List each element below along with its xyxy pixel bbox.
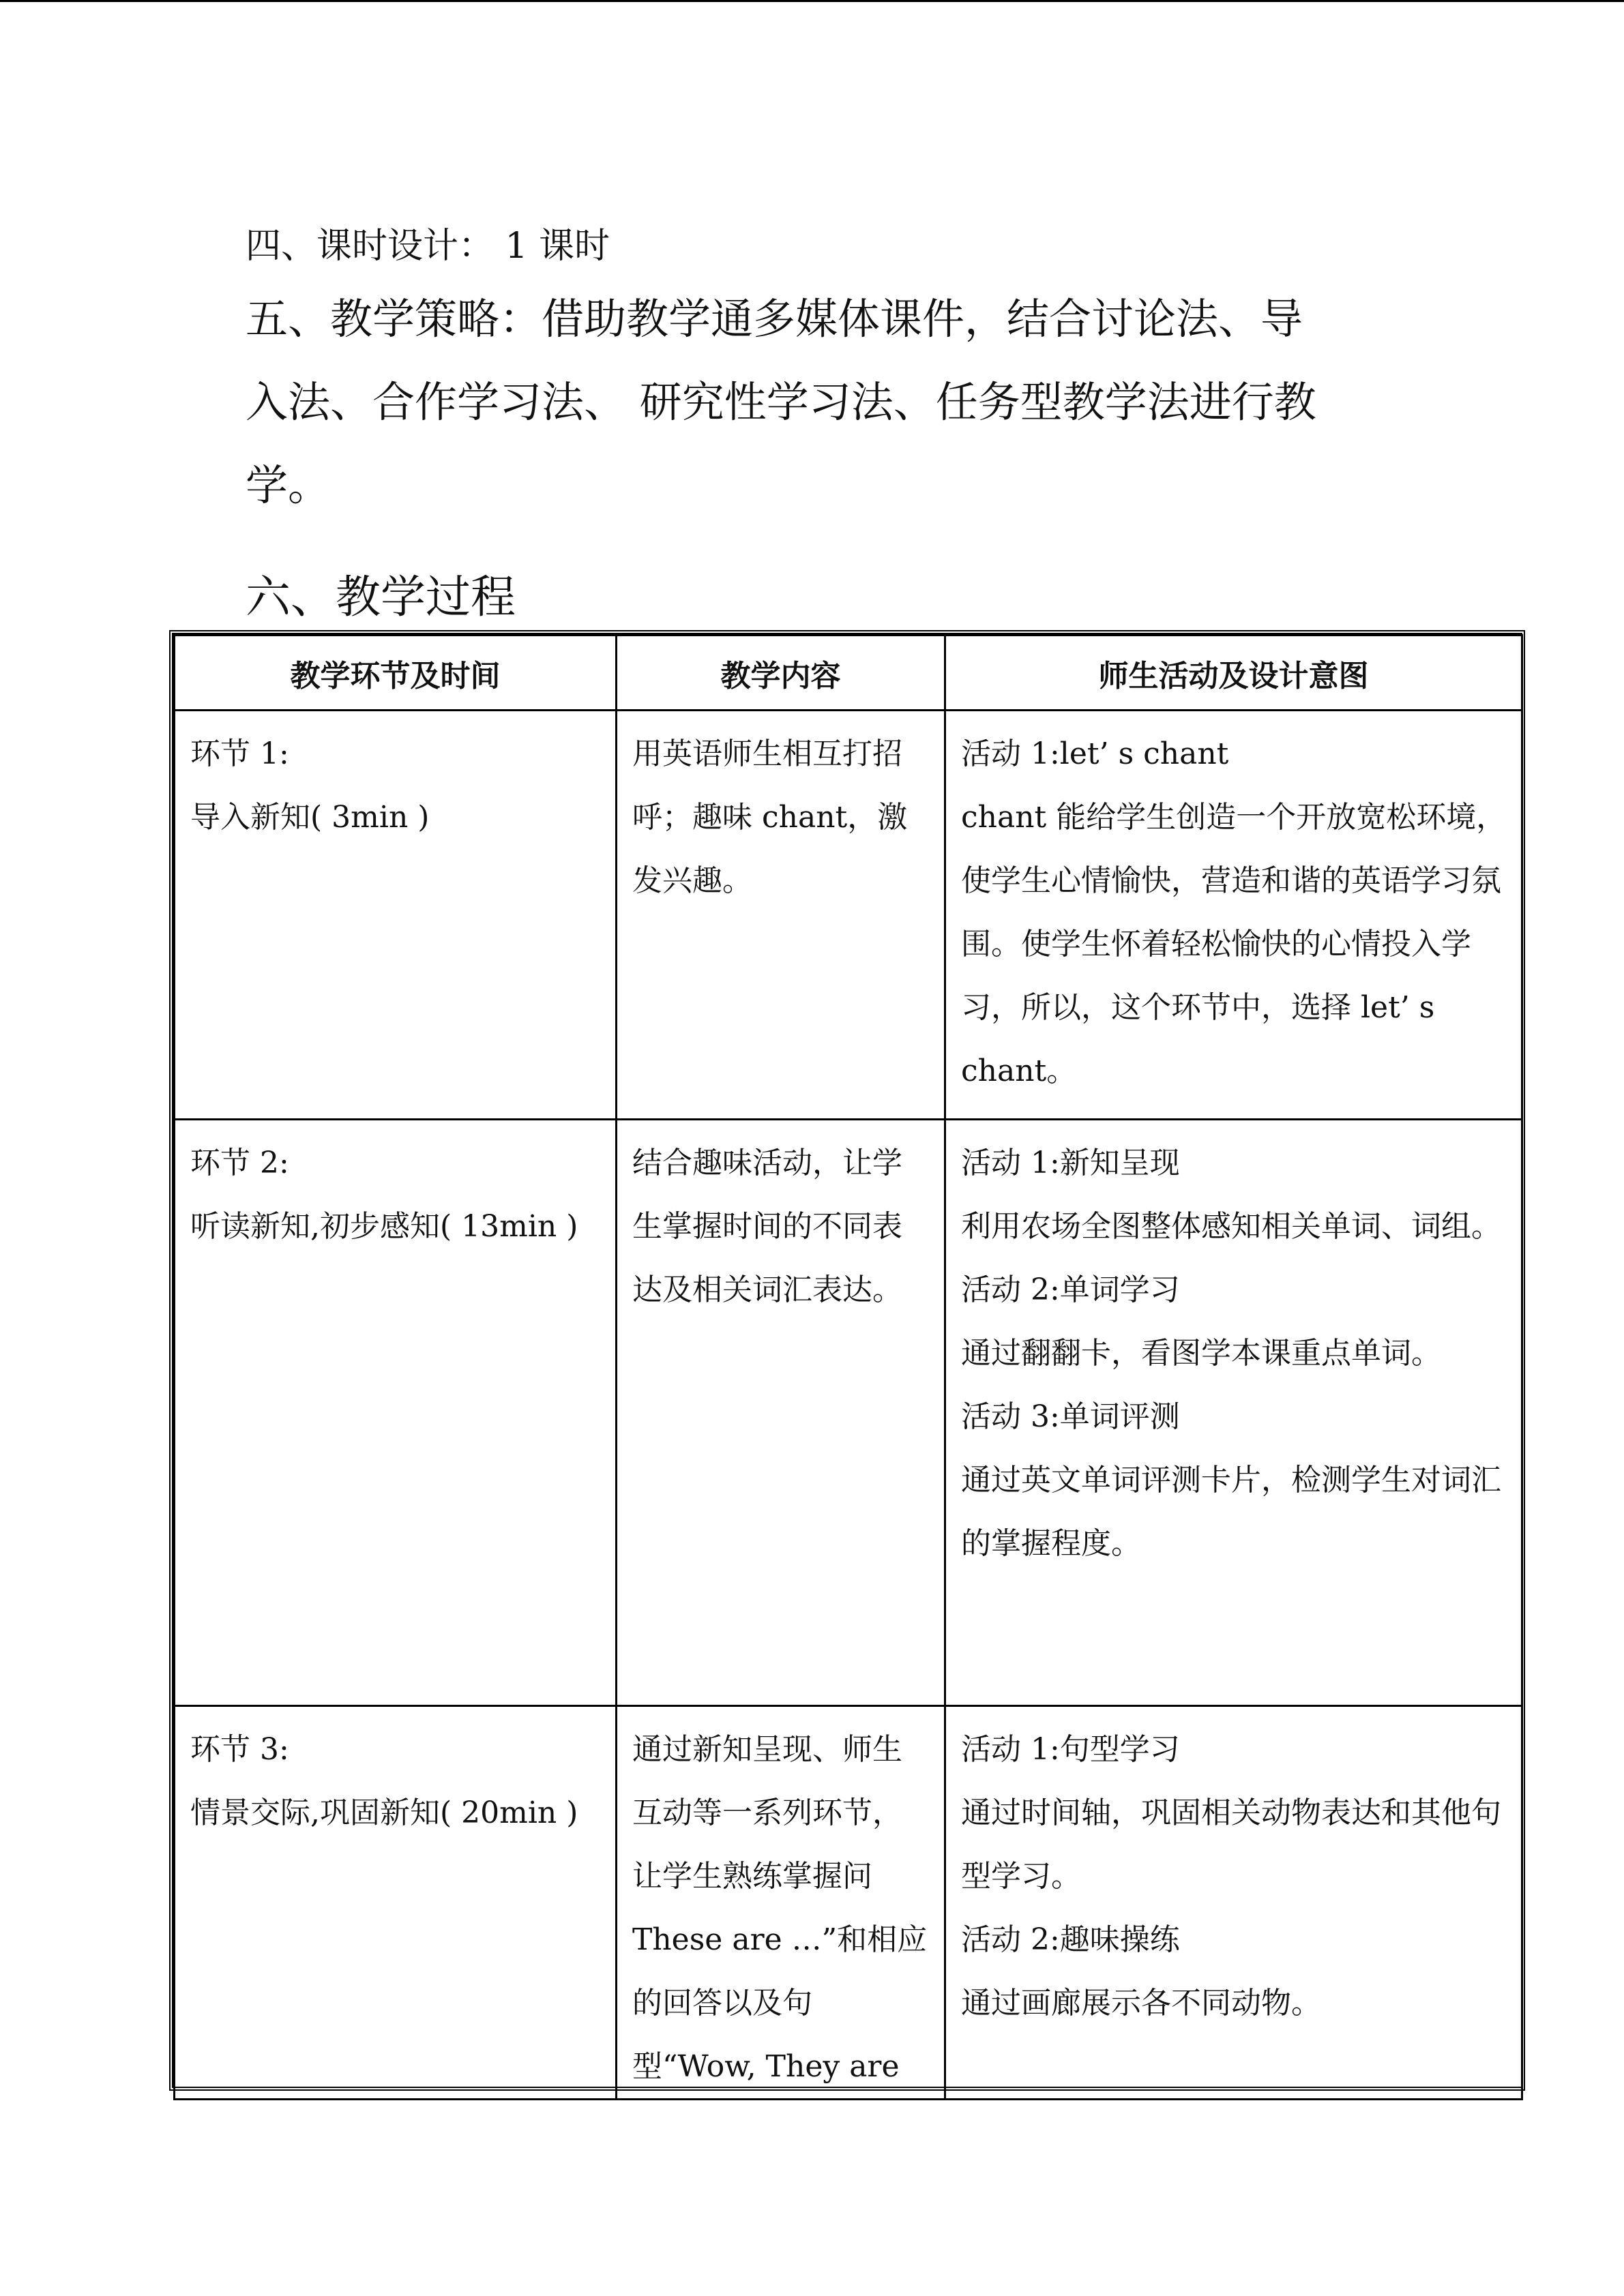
section-6-heading: 六、教学过程	[246, 571, 516, 623]
activity-text: 通过英文单词评测卡片，检测学生对词汇的掌握程度。	[961, 1463, 1501, 1561]
activity-cell	[945, 1706, 1522, 2100]
table-header-row	[175, 636, 1522, 711]
activity-title: 活动 2:趣味操练	[961, 1922, 1180, 1957]
content-text: 结合趣味活动，让学生掌握时间的不同表达及相关词汇表达。	[632, 1146, 902, 1307]
stage-label: 环节 3:	[190, 1732, 289, 1767]
activity-title: 活动 1:句型学习	[961, 1732, 1180, 1767]
stage-description: 听读新知,初步感知( 13min )	[190, 1209, 578, 1244]
table-row	[175, 1120, 1522, 1706]
content-cell	[617, 1706, 945, 2100]
teaching-process-table	[169, 630, 1525, 2091]
header-content: 教学内容	[617, 636, 945, 711]
activity-text: 通过画廊展示各不同动物。	[961, 1986, 1321, 2021]
table-row	[175, 711, 1522, 1120]
activity-cell	[945, 711, 1522, 1120]
table-row	[175, 1706, 1522, 2100]
section-5-strategy-line-2: 入法、合作学习法、 研究性学习法、任务型教学法进行教	[246, 377, 1316, 427]
activity-title: 活动 2:单词学习	[961, 1272, 1180, 1307]
stage-description: 导入新知( 3min )	[190, 800, 430, 835]
activity-title: 活动 1:新知呈现	[961, 1146, 1180, 1180]
section-4-lesson-design: 四、课时设计： 1 课时	[246, 226, 610, 267]
content-text: 通过新知呈现、师生互动等一系列环节，让学生熟练掌握问 These are …”和相应的回答以及句型“Wow, They are	[632, 1732, 928, 2084]
stage-cell	[175, 1706, 617, 2100]
activity-text: chant 能给学生创造一个开放宽松环境，使学生心情愉快，营造和谐的英语学习氛围。使学生怀着轻松愉快的心情投入学习，所以，这个环节中，选择 let’ s chant。	[961, 800, 1507, 1088]
activity-cell	[945, 1120, 1522, 1706]
content-cell	[617, 711, 945, 1120]
section-5-strategy-line-3: 学。	[246, 460, 331, 510]
section-5-strategy-line-1: 五、教学策略：借助教学通多媒体课件，结合讨论法、导	[246, 294, 1303, 344]
stage-description: 情景交际,巩固新知( 20min )	[190, 1795, 578, 1830]
stage-label: 环节 2:	[190, 1146, 289, 1180]
stage-cell	[175, 711, 617, 1120]
activity-title: 活动 3:单词评测	[961, 1399, 1180, 1434]
header-activities: 师生活动及设计意图	[945, 636, 1522, 711]
content-text: 用英语师生相互打招呼；趣味 chant，激发兴趣。	[632, 736, 908, 898]
activity-text: 利用农场全图整体感知相关单词、词组。	[961, 1209, 1501, 1244]
activity-text: 通过翻翻卡，看图学本课重点单词。	[961, 1336, 1441, 1371]
stage-cell	[175, 1120, 617, 1706]
content-cell	[617, 1120, 945, 1706]
activity-title: 活动 1:let’ s chant	[961, 736, 1229, 771]
top-border-rule	[0, 0, 1624, 2]
activity-text: 通过时间轴，巩固相关动物表达和其他句型学习。	[961, 1795, 1501, 1894]
stage-label: 环节 1:	[190, 736, 289, 771]
header-stage-time: 教学环节及时间	[175, 636, 617, 711]
